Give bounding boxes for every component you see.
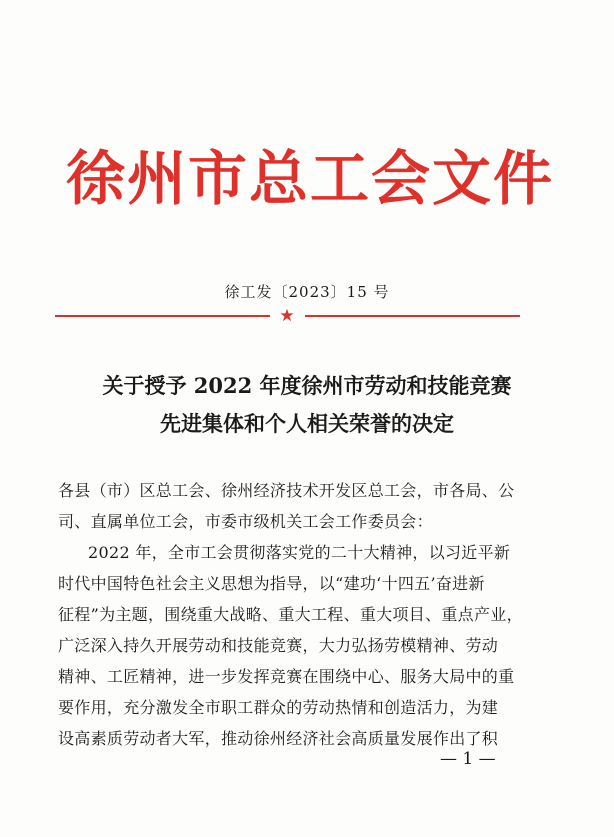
body-line: 精神、工匠精神，进一步发挥竞赛在围绕中心、服务大局中的重 (58, 667, 515, 686)
header-divider (55, 306, 520, 326)
document-title-line-2: 先进集体和个人相关荣誉的决定 (160, 411, 454, 436)
divider-line-right (305, 315, 520, 317)
body-line: 征程”为主题，围绕重大战略、重大工程、重大项目、重点产业， (58, 605, 523, 624)
star-icon: ★ (279, 306, 295, 326)
body-line: 要作用，充分激发全市职工群众的劳动热情和创造活力，为建 (58, 698, 499, 717)
divider-line-left (55, 315, 270, 317)
document-header-title: 徐州市总工会文件 (65, 144, 554, 213)
body-line: 司、直属单位工会，市委市级机关工会工作委员会： (58, 512, 433, 531)
document-number: 徐工发〔2023〕15 号 (224, 283, 390, 301)
body-line: 2022 年，全市工会贯彻落实党的二十大精神，以习近平新 (88, 543, 511, 562)
document-title-line-1: 关于授予 2022 年度徐州市劳动和技能竞赛 (102, 373, 512, 398)
body-line: 设高素质劳动者大军，推动徐州经济社会高质量发展作出了积 (58, 729, 499, 748)
page-number: — 1 — (440, 749, 496, 769)
body-line: 各县（市）区总工会、徐州经济技术开发区总工会，市各局、公 (58, 481, 515, 500)
body-line: 时代中国特色社会主义思想为指导，以“建功‘十四五’奋进新 (58, 574, 485, 593)
body-line: 广泛深入持久开展劳动和技能竞赛，大力弘扬劳模精神、劳动 (58, 636, 499, 655)
